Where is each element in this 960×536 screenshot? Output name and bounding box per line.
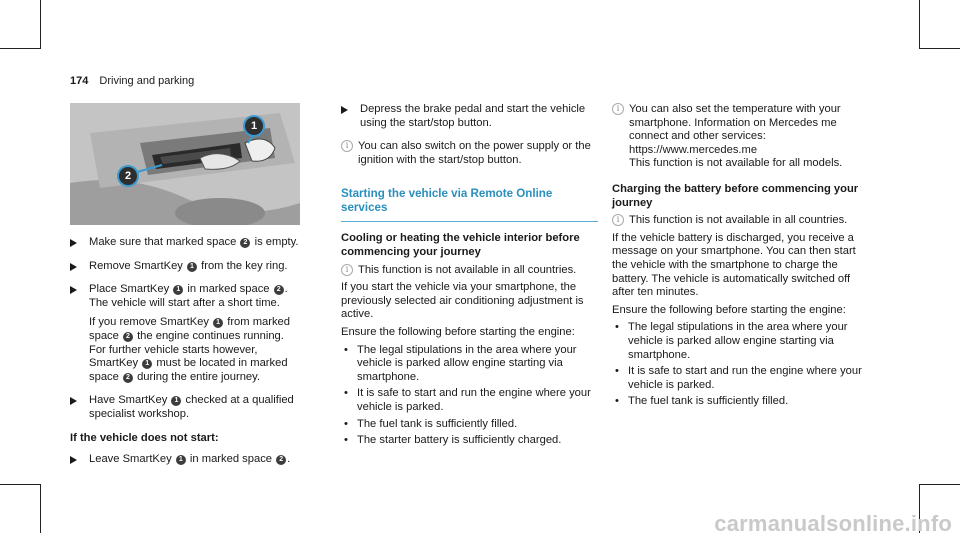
info-icon: i [341, 140, 353, 152]
callout-1: 1 [245, 117, 263, 135]
callout-badge: 2 [123, 373, 133, 383]
battery-paragraph: If the vehicle battery is discharged, you receive a message on your smartphone. You can then start the vehicle with the smartphone to charge the battery. The vehicle is automatically switched off after ten minutes. [612, 231, 856, 299]
step-arrow-icon [70, 263, 77, 271]
info-icon: i [612, 214, 624, 226]
step-have-key-checked: Have SmartKey 1 checked at a qualified specialist workshop. [70, 394, 300, 421]
cooling-heating-heading: Cooling or heating the vehicle interior before commencing your journey [341, 232, 580, 258]
callout-badge: 2 [276, 455, 286, 465]
crop-mark [919, 48, 960, 49]
step-arrow-icon [70, 397, 77, 405]
vehicle-not-start-heading: If the vehicle does not start: [70, 431, 219, 444]
note-availability: i This function is not available in all countries. [612, 214, 867, 228]
step-depress-brake: Depress the brake pedal and start the vehicle using the start/stop button. [341, 103, 598, 130]
section-title-remote-start: Starting the vehicle via Remote Online services [341, 183, 598, 222]
ensure-paragraph: Ensure the following before starting the engine: [341, 325, 575, 338]
list-item: • The legal stipulations in the area where your vehicle is parked allow engine starting via smartphone. [341, 344, 598, 385]
crop-mark [0, 484, 41, 485]
ensure-paragraph: Ensure the following before starting the engine: [612, 303, 846, 316]
charging-heading: Charging the battery before commencing your journey [612, 182, 859, 209]
callout-badge: 2 [123, 332, 133, 342]
column-left [70, 103, 300, 477]
list-item: • The legal stipulations in the area where your vehicle is parked allow engine starting via smartphone. [612, 321, 867, 362]
step-remove-key: Remove SmartKey 1 from the key ring. [70, 260, 300, 274]
column-middle [341, 103, 598, 451]
center-console-illustration [70, 103, 300, 225]
page-header [70, 75, 194, 89]
callout-badge: 1 [187, 262, 197, 272]
list-item: • The fuel tank is sufficiently filled. [341, 418, 598, 432]
callout-badge: 1 [213, 318, 223, 328]
section-name: Driving and parking [99, 75, 195, 87]
callout-2: 2 [119, 167, 137, 185]
crop-mark [40, 484, 41, 533]
step-place-key: Place SmartKey 1 in marked space 2 . The vehicle will start after a short time. If you remove SmartKey 1 from marked space 2 the engine continues running. For further vehicle starts however, SmartKey 1 must be located in marked space 2 during the entire journey. [70, 283, 300, 384]
smartkey-figure [70, 103, 300, 225]
step-arrow-icon [341, 106, 348, 114]
callout-badge: 1 [171, 396, 181, 406]
step-arrow-icon [70, 239, 77, 247]
note-power-supply: i You can also switch on the power supply or the ignition with the start/stop button. [341, 140, 598, 167]
callout-badge: 1 [142, 359, 152, 369]
list-item: • It is safe to start and run the engine where your vehicle is parked. [341, 387, 598, 414]
crop-mark [919, 484, 960, 485]
remote-start-paragraph: If you start the vehicle via your smartphone, the previously selected air conditioning adjustment is active. [341, 281, 584, 321]
prerequisite-list [612, 321, 867, 409]
crop-mark [0, 48, 41, 49]
info-icon: i [612, 103, 624, 115]
key-removal-paragraph: If you remove SmartKey 1 from marked space 2 the engine continues running. For further vehicle starts however, SmartKey 1 must be located in marked space 2 during the entire journey. [89, 316, 291, 383]
list-item: • The starter battery is sufficiently charged. [341, 434, 598, 448]
step-check-space: Make sure that marked space 2 is empty. [70, 236, 300, 250]
callout-badge: 1 [176, 455, 186, 465]
list-item: • The fuel tank is sufficiently filled. [612, 395, 867, 409]
list-item: • It is safe to start and run the engine where your vehicle is parked. [612, 365, 867, 392]
note-temperature: i You can also set the temperature with your smartphone. Information on Mercedes me connect and other services: https://www.mercedes.me This function is not available for all models. [612, 103, 867, 171]
watermark: carmanualsonline.info [714, 511, 952, 536]
callout-badge: 2 [240, 238, 250, 248]
step-arrow-icon [70, 286, 77, 294]
step-arrow-icon [70, 456, 77, 464]
page-number: 174 [70, 75, 89, 87]
step-leave-key: Leave SmartKey 1 in marked space 2 . [70, 453, 300, 467]
crop-mark [919, 0, 920, 49]
note-availability: i This function is not available in all countries. [341, 264, 598, 278]
callout-badge: 2 [274, 285, 284, 295]
prerequisite-list [341, 344, 598, 448]
info-icon: i [341, 264, 353, 276]
callout-badge: 1 [173, 285, 183, 295]
column-right [612, 103, 867, 412]
crop-mark [40, 0, 41, 49]
